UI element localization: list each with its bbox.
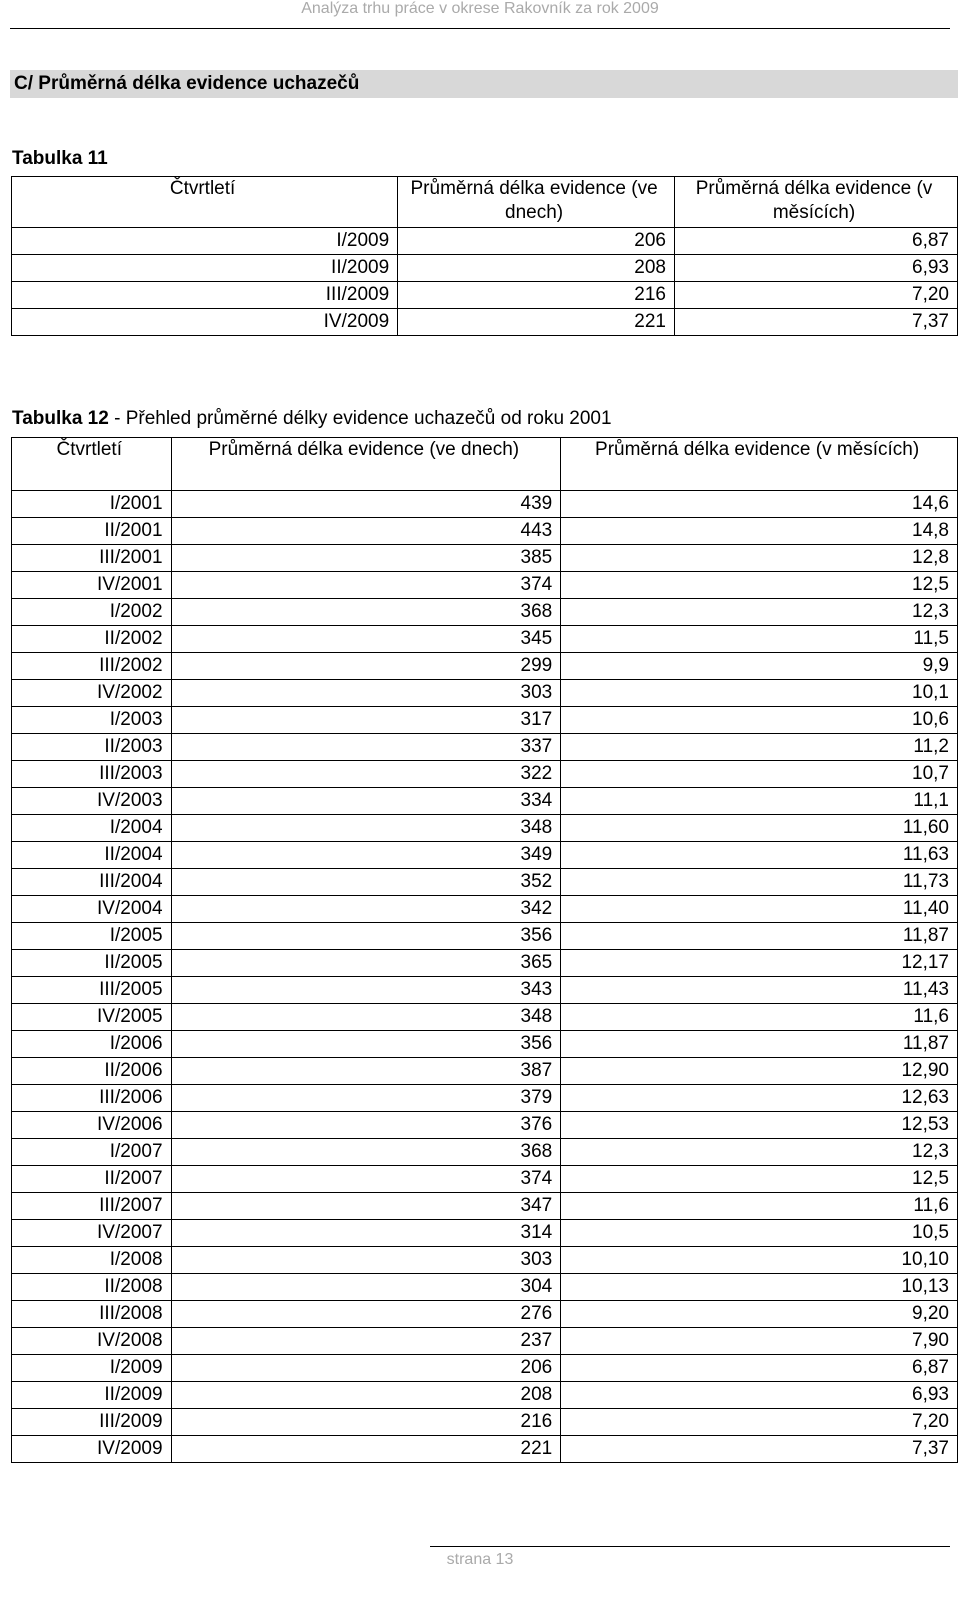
quarter-cell: I/2006 (12, 1031, 172, 1058)
table-row (12, 1382, 958, 1409)
quarter-cell: III/2005 (12, 977, 172, 1004)
table-row (12, 923, 958, 950)
quarter-cell: IV/2004 (12, 896, 172, 923)
quarter-cell: I/2003 (12, 707, 172, 734)
header-rule (10, 28, 950, 29)
quarter-cell: II/2003 (12, 734, 172, 761)
quarter-cell: I/2005 (12, 923, 172, 950)
column-header: Průměrná délka evidence (ve dnech) (171, 438, 561, 491)
months-cell: 7,20 (561, 1409, 958, 1436)
days-cell: 365 (171, 950, 561, 977)
months-cell: 11,2 (561, 734, 958, 761)
table-row (12, 1355, 958, 1382)
table-row (12, 228, 958, 255)
table-row (12, 572, 958, 599)
days-cell: 368 (171, 1139, 561, 1166)
months-cell: 9,20 (561, 1301, 958, 1328)
months-cell: 10,1 (561, 680, 958, 707)
table-row (12, 1058, 958, 1085)
table-row (12, 815, 958, 842)
quarter-cell: III/2003 (12, 761, 172, 788)
months-cell: 10,7 (561, 761, 958, 788)
days-cell: 317 (171, 707, 561, 734)
months-cell: 12,5 (561, 572, 958, 599)
quarter-cell: II/2008 (12, 1274, 172, 1301)
quarter-cell: III/2009 (12, 282, 398, 309)
days-cell: 342 (171, 896, 561, 923)
table-12-header-row (12, 438, 958, 491)
days-cell: 206 (398, 228, 675, 255)
table-12-body (12, 438, 958, 1463)
table-row (12, 518, 958, 545)
page-number: strana 13 (446, 1551, 514, 1568)
column-header: Průměrná délka evidence (v měsících) (561, 438, 958, 491)
days-cell: 337 (171, 734, 561, 761)
days-cell: 334 (171, 788, 561, 815)
days-cell: 216 (171, 1409, 561, 1436)
quarter-cell: IV/2005 (12, 1004, 172, 1031)
section-bar (10, 70, 958, 98)
table-row (12, 282, 958, 309)
quarter-cell: I/2007 (12, 1139, 172, 1166)
table-row (12, 1085, 958, 1112)
days-cell: 368 (171, 599, 561, 626)
months-cell: 7,37 (675, 309, 958, 336)
quarter-cell: IV/2009 (12, 1436, 172, 1463)
days-cell: 349 (171, 842, 561, 869)
days-cell: 216 (398, 282, 675, 309)
table-row (12, 1301, 958, 1328)
months-cell: 12,17 (561, 950, 958, 977)
days-cell: 347 (171, 1193, 561, 1220)
months-cell: 11,1 (561, 788, 958, 815)
months-cell: 11,73 (561, 869, 958, 896)
months-cell: 11,63 (561, 842, 958, 869)
days-cell: 322 (171, 761, 561, 788)
table11-caption-text: Tabulka 11 (12, 148, 108, 169)
table-row (12, 680, 958, 707)
quarter-cell: II/2005 (12, 950, 172, 977)
months-cell: 12,5 (561, 1166, 958, 1193)
column-header: Čtvrtletí (12, 438, 172, 491)
quarter-cell: III/2008 (12, 1301, 172, 1328)
table-row (12, 626, 958, 653)
quarter-cell: II/2002 (12, 626, 172, 653)
quarter-cell: I/2002 (12, 599, 172, 626)
table-row (12, 255, 958, 282)
table12-caption-bold: Tabulka 12 (12, 408, 109, 429)
quarter-cell: II/2004 (12, 842, 172, 869)
table-row (12, 950, 958, 977)
days-cell: 348 (171, 815, 561, 842)
quarter-cell: IV/2009 (12, 309, 398, 336)
days-cell: 221 (171, 1436, 561, 1463)
quarter-cell: II/2009 (12, 1382, 172, 1409)
quarter-cell: I/2009 (12, 1355, 172, 1382)
days-cell: 343 (171, 977, 561, 1004)
table-row (12, 1436, 958, 1463)
table-row (12, 491, 958, 518)
quarter-cell: I/2004 (12, 815, 172, 842)
months-cell: 7,37 (561, 1436, 958, 1463)
months-cell: 6,87 (561, 1355, 958, 1382)
quarter-cell: III/2007 (12, 1193, 172, 1220)
months-cell: 10,5 (561, 1220, 958, 1247)
months-cell: 12,3 (561, 599, 958, 626)
months-cell: 7,90 (561, 1328, 958, 1355)
days-cell: 439 (171, 491, 561, 518)
months-cell: 11,87 (561, 1031, 958, 1058)
table-row (12, 1112, 958, 1139)
quarter-cell: II/2007 (12, 1166, 172, 1193)
quarter-cell: III/2001 (12, 545, 172, 572)
days-cell: 221 (398, 309, 675, 336)
months-cell: 11,6 (561, 1193, 958, 1220)
table-row (12, 977, 958, 1004)
months-cell: 7,20 (675, 282, 958, 309)
months-cell: 10,10 (561, 1247, 958, 1274)
table-row (12, 1409, 958, 1436)
days-cell: 303 (171, 1247, 561, 1274)
months-cell: 10,6 (561, 707, 958, 734)
days-cell: 385 (171, 545, 561, 572)
table12-caption-rest: - Přehled průměrné délky evidence uchazečů od roku 2001 (108, 408, 612, 429)
days-cell: 208 (171, 1382, 561, 1409)
days-cell: 374 (171, 572, 561, 599)
quarter-cell: III/2002 (12, 653, 172, 680)
months-cell: 11,87 (561, 923, 958, 950)
running-header: Analýza trhu práce v okrese Rakovník za rok 2009 (301, 0, 659, 17)
table-row (12, 734, 958, 761)
table-row (12, 1328, 958, 1355)
months-cell: 11,5 (561, 626, 958, 653)
quarter-cell: III/2009 (12, 1409, 172, 1436)
table-row (12, 869, 958, 896)
months-cell: 6,93 (675, 255, 958, 282)
months-cell: 6,93 (561, 1382, 958, 1409)
table-11-header-row (12, 177, 958, 228)
table-row (12, 1274, 958, 1301)
table-row (12, 545, 958, 572)
days-cell: 376 (171, 1112, 561, 1139)
days-cell: 206 (171, 1355, 561, 1382)
quarter-cell: II/2001 (12, 518, 172, 545)
table-row (12, 1220, 958, 1247)
days-cell: 443 (171, 518, 561, 545)
table-row (12, 1004, 958, 1031)
months-cell: 12,53 (561, 1112, 958, 1139)
quarter-cell: IV/2008 (12, 1328, 172, 1355)
footer-rule (430, 1546, 950, 1547)
months-cell: 11,40 (561, 896, 958, 923)
months-cell: 12,8 (561, 545, 958, 572)
days-cell: 379 (171, 1085, 561, 1112)
days-cell: 356 (171, 923, 561, 950)
months-cell: 12,3 (561, 1139, 958, 1166)
table-row (12, 599, 958, 626)
column-header: Průměrná délka evidence (ve dnech) (398, 177, 675, 228)
days-cell: 208 (398, 255, 675, 282)
days-cell: 374 (171, 1166, 561, 1193)
quarter-cell: IV/2001 (12, 572, 172, 599)
months-cell: 14,8 (561, 518, 958, 545)
days-cell: 276 (171, 1301, 561, 1328)
quarter-cell: II/2009 (12, 255, 398, 282)
days-cell: 314 (171, 1220, 561, 1247)
table-row (12, 653, 958, 680)
table11-caption (12, 148, 108, 170)
quarter-cell: II/2006 (12, 1058, 172, 1085)
days-cell: 299 (171, 653, 561, 680)
table-12 (11, 437, 958, 1463)
days-cell: 348 (171, 1004, 561, 1031)
quarter-cell: I/2009 (12, 228, 398, 255)
table-row (12, 707, 958, 734)
quarter-cell: IV/2007 (12, 1220, 172, 1247)
quarter-cell: IV/2006 (12, 1112, 172, 1139)
days-cell: 356 (171, 1031, 561, 1058)
table-row (12, 761, 958, 788)
table-row (12, 842, 958, 869)
days-cell: 304 (171, 1274, 561, 1301)
months-cell: 12,63 (561, 1085, 958, 1112)
table-row (12, 309, 958, 336)
months-cell: 6,87 (675, 228, 958, 255)
table-11 (11, 176, 958, 336)
section-title: C/ Průměrná délka evidence uchazečů (14, 73, 360, 94)
column-header: Průměrná délka evidence (v měsících) (675, 177, 958, 228)
months-cell: 11,6 (561, 1004, 958, 1031)
quarter-cell: IV/2003 (12, 788, 172, 815)
months-cell: 11,43 (561, 977, 958, 1004)
months-cell: 10,13 (561, 1274, 958, 1301)
table-row (12, 1193, 958, 1220)
months-cell: 14,6 (561, 491, 958, 518)
months-cell: 12,90 (561, 1058, 958, 1085)
table-row (12, 1247, 958, 1274)
table-row (12, 896, 958, 923)
quarter-cell: III/2004 (12, 869, 172, 896)
table-row (12, 788, 958, 815)
quarter-cell: I/2001 (12, 491, 172, 518)
table-row (12, 1031, 958, 1058)
table-row (12, 1139, 958, 1166)
table12-caption (12, 408, 612, 430)
days-cell: 237 (171, 1328, 561, 1355)
days-cell: 345 (171, 626, 561, 653)
months-cell: 11,60 (561, 815, 958, 842)
months-cell: 9,9 (561, 653, 958, 680)
table-11-body (12, 177, 958, 336)
table-row (12, 1166, 958, 1193)
column-header: Čtvrtletí (12, 177, 398, 228)
days-cell: 303 (171, 680, 561, 707)
days-cell: 352 (171, 869, 561, 896)
quarter-cell: IV/2002 (12, 680, 172, 707)
days-cell: 387 (171, 1058, 561, 1085)
quarter-cell: III/2006 (12, 1085, 172, 1112)
quarter-cell: I/2008 (12, 1247, 172, 1274)
